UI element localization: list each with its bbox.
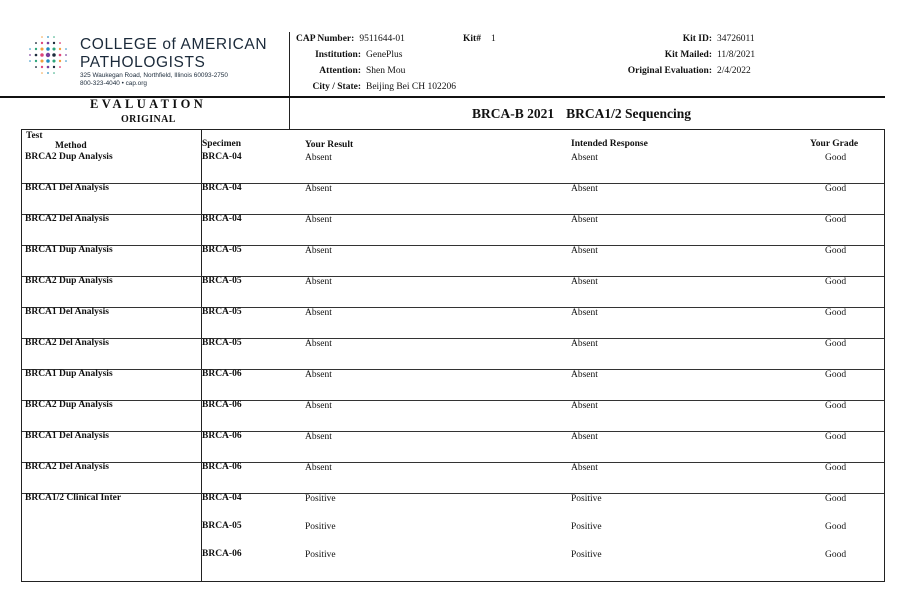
cell-intended: Positive	[571, 522, 602, 532]
cell-grade: Good	[825, 308, 847, 318]
cell-test: BRCA1/2 Clinical Inter	[25, 493, 122, 503]
cell-specimen: BRCA-06	[202, 431, 242, 441]
column-divider	[201, 130, 202, 581]
kit-id-label: Kit ID:	[682, 34, 712, 44]
cell-test: BRCA2 Del Analysis	[25, 462, 109, 472]
org-contact: 800-323-4040 • cap.org	[80, 80, 147, 87]
cap-number-value: 9511644-01	[359, 34, 405, 44]
org-name-line2: PATHOLOGISTS	[80, 54, 206, 71]
cell-specimen: BRCA-04	[202, 214, 242, 224]
original-evaluation-label: Original Evaluation:	[627, 66, 712, 76]
institution-value: GenePlus	[366, 50, 403, 60]
cell-result: Positive	[305, 522, 336, 532]
evaluation-subtitle: ORIGINAL	[121, 114, 176, 125]
cell-intended: Absent	[571, 339, 598, 349]
program-code: BRCA-B 2021	[472, 106, 555, 121]
cell-test: BRCA2 Dup Analysis	[25, 276, 113, 286]
cap-number	[296, 34, 405, 44]
attention-value: Shen Mou	[366, 66, 406, 76]
evaluation-title: EVALUATION	[90, 97, 207, 111]
cell-test: BRCA1 Dup Analysis	[25, 245, 113, 255]
row-divider	[22, 493, 884, 494]
kit-id	[610, 34, 755, 44]
program-heading	[472, 106, 691, 122]
header-test: Test	[26, 131, 43, 141]
cell-grade: Good	[825, 494, 847, 504]
kit-number-value: 1	[490, 34, 496, 44]
cell-grade: Good	[825, 277, 847, 287]
city-state	[296, 82, 456, 92]
cell-result: Absent	[305, 277, 332, 287]
org-address-block	[80, 72, 228, 88]
cell-specimen: BRCA-06	[202, 549, 242, 559]
cell-intended: Absent	[571, 370, 598, 380]
attention	[296, 66, 405, 76]
cell-result: Absent	[305, 308, 332, 318]
cell-intended: Absent	[571, 246, 598, 256]
cell-test: BRCA1 Del Analysis	[25, 183, 109, 193]
cell-specimen: BRCA-06	[202, 400, 242, 410]
header-grade: Your Grade	[810, 139, 859, 149]
cell-result: Absent	[305, 153, 332, 163]
institution	[296, 50, 402, 60]
cell-specimen: BRCA-04	[202, 183, 242, 193]
cell-test: BRCA2 Del Analysis	[25, 214, 109, 224]
cell-intended: Absent	[571, 432, 598, 442]
cell-specimen: BRCA-05	[202, 521, 242, 531]
results-table	[21, 129, 885, 582]
cap-number-label: CAP Number:	[296, 34, 355, 44]
row-divider	[22, 400, 884, 401]
cell-intended: Absent	[571, 184, 598, 194]
org-name	[80, 36, 267, 72]
kit-mailed-value: 11/8/2021	[717, 50, 756, 60]
cell-intended: Positive	[571, 494, 602, 504]
cell-intended: Absent	[571, 277, 598, 287]
original-evaluation-value: 2/4/2022	[717, 66, 751, 76]
cell-grade: Good	[825, 215, 847, 225]
row-divider	[22, 462, 884, 463]
cell-grade: Good	[825, 463, 847, 473]
cell-grade: Good	[825, 339, 847, 349]
row-divider	[22, 245, 884, 246]
city-state-label: City / State:	[312, 82, 361, 92]
cell-test: BRCA1 Dup Analysis	[25, 369, 113, 379]
cell-grade: Good	[825, 370, 847, 380]
cell-result: Absent	[305, 463, 332, 473]
cell-result: Absent	[305, 184, 332, 194]
row-divider	[22, 369, 884, 370]
row-divider	[22, 307, 884, 308]
cell-specimen: BRCA-06	[202, 462, 242, 472]
kit-mailed	[610, 50, 755, 60]
cell-test: BRCA1 Del Analysis	[25, 307, 109, 317]
org-name-line1: COLLEGE of AMERICAN	[80, 36, 268, 53]
cell-result: Absent	[305, 401, 332, 411]
cell-grade: Good	[825, 432, 847, 442]
cell-specimen: BRCA-05	[202, 338, 242, 348]
org-address: 325 Waukegan Road, Northfield, Illinois 60093-2750	[80, 72, 228, 79]
attention-label: Attention:	[319, 66, 361, 76]
cell-grade: Good	[825, 246, 847, 256]
row-divider	[22, 214, 884, 215]
cell-test: BRCA2 Dup Analysis	[25, 152, 113, 162]
cell-grade: Good	[825, 401, 847, 411]
kit-mailed-label: Kit Mailed:	[664, 50, 712, 60]
cell-specimen: BRCA-04	[202, 152, 242, 162]
cell-grade: Good	[825, 522, 847, 532]
city-state-value: Beijing Bei CH 102206	[366, 82, 456, 92]
original-evaluation	[610, 66, 751, 76]
cell-intended: Absent	[571, 153, 598, 163]
kit-id-value: 34726011	[717, 34, 755, 44]
cell-test: BRCA2 Del Analysis	[25, 338, 109, 348]
header-divider	[289, 32, 290, 129]
kit-number	[463, 34, 496, 44]
cell-intended: Positive	[571, 550, 602, 560]
header-intended: Intended Response	[571, 139, 648, 149]
cell-result: Absent	[305, 339, 332, 349]
cell-specimen: BRCA-05	[202, 307, 242, 317]
cell-specimen: BRCA-05	[202, 276, 242, 286]
cell-result: Absent	[305, 246, 332, 256]
cell-grade: Good	[825, 550, 847, 560]
institution-label: Institution:	[315, 50, 361, 60]
cell-grade: Good	[825, 153, 847, 163]
row-divider	[22, 276, 884, 277]
kit-number-label: Kit#	[463, 34, 481, 44]
row-divider	[22, 183, 884, 184]
cell-intended: Absent	[571, 308, 598, 318]
row-divider	[22, 338, 884, 339]
cell-intended: Absent	[571, 215, 598, 225]
header-result: Your Result	[305, 140, 354, 150]
cell-specimen: BRCA-04	[202, 493, 242, 503]
cell-result: Absent	[305, 370, 332, 380]
cell-test: BRCA2 Dup Analysis	[25, 400, 113, 410]
cell-intended: Absent	[571, 401, 598, 411]
cell-specimen: BRCA-06	[202, 369, 242, 379]
cell-intended: Absent	[571, 463, 598, 473]
cap-logo-icon	[26, 33, 70, 77]
cell-grade: Good	[825, 184, 847, 194]
cell-result: Absent	[305, 432, 332, 442]
cell-result: Absent	[305, 215, 332, 225]
header-method: Method	[55, 141, 87, 151]
row-divider	[22, 431, 884, 432]
program-name: BRCA1/2 Sequencing	[566, 106, 692, 121]
cell-specimen: BRCA-05	[202, 245, 242, 255]
cell-test: BRCA1 Del Analysis	[25, 431, 109, 441]
header-specimen: Specimen	[202, 139, 242, 149]
cell-result: Positive	[305, 494, 336, 504]
cell-result: Positive	[305, 550, 336, 560]
